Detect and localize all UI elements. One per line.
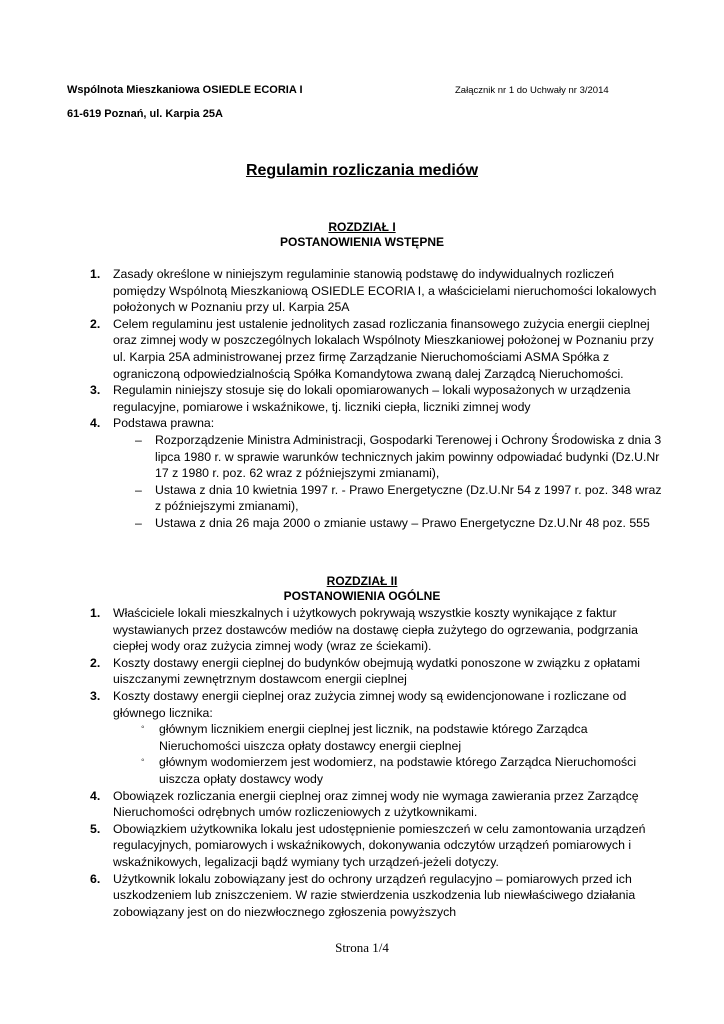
chapter-2-heading bbox=[0, 574, 724, 604]
legal-basis-text: Rozporządzenie Ministra Administracji, Gospodarki Terenowej i Ochrony Środowiska z dnia 3 lipca 1980 r. w sprawie warunków technicznych jakim powinny odpowiadać budynki (Dz.U.Nr 17 z 1980 r. poz. 62 wraz z późniejszymi zmianami), bbox=[155, 432, 662, 481]
item-number: 4. bbox=[90, 788, 101, 803]
chapter-1-number: ROZDZIAŁ I bbox=[328, 220, 396, 234]
item-number: 2. bbox=[90, 655, 101, 670]
item-number: 1. bbox=[90, 267, 101, 281]
list-item bbox=[0, 688, 724, 788]
legal-basis-text: Ustawa z dnia 10 kwietnia 1997 r. - Prawo Energetyczne (Dz.U.Nr 54 z 1997 r. poz. 348 wraz z późniejszymi zmianami), bbox=[155, 482, 662, 514]
circle-marker: ◦ bbox=[141, 755, 145, 767]
circle-marker: ◦ bbox=[141, 722, 145, 734]
item-text: Podstawa prawna: bbox=[113, 416, 215, 431]
item-text: Koszty dostawy energii cieplnej do budynków obejmują wydatki ponoszone w związku z opłatami uiszczanymi zewnętrznym dostawcom energii cieplnej bbox=[113, 655, 640, 687]
organization-name: Wspólnota Mieszkaniowa OSIEDLE ECORIA I bbox=[67, 84, 303, 96]
item-number: 6. bbox=[90, 871, 101, 886]
list-item bbox=[0, 382, 724, 415]
list-item bbox=[0, 871, 724, 921]
meter-text: głównym licznikiem energii cieplnej jest licznik, na podstawie którego Zarządca Nieruchomości uiszcza opłaty dostawcy energii cieplnej bbox=[159, 722, 588, 753]
meter-list bbox=[113, 721, 664, 787]
legal-basis-text: Ustawa z dnia 26 maja 2000 o zmianie ustawy – Prawo Energetyczne Dz.U.Nr 48 poz. 555 bbox=[155, 515, 650, 530]
item-text: Obowiązek rozliczania energii cieplnej oraz zimnej wody nie wymaga zawierania przez Zarządcę Nieruchomości odrębnych umów rozliczeniowych z użytkownikami. bbox=[113, 788, 639, 820]
legal-basis-item bbox=[113, 515, 664, 532]
list-item bbox=[0, 655, 724, 688]
legal-basis-list bbox=[113, 432, 664, 532]
dash-marker: – bbox=[135, 515, 142, 530]
item-number: 4. bbox=[90, 416, 101, 431]
legal-basis-item bbox=[113, 432, 664, 482]
item-text: Obowiązkiem użytkownika lokalu jest udostępnienie pomieszczeń w celu zamontowania urządzeń regulacyjnych, pomiarowych i wskaźnikowych, dokonywania odczytów urządzeń pomiarowych i wskaźnikowych, legalizacji bądź wymiany tych urządzeń-jeżeli dotyczy. bbox=[113, 821, 646, 869]
page-number: Strona 1/4 bbox=[335, 940, 389, 955]
list-item bbox=[0, 415, 724, 531]
attachment-note: Załącznik nr 1 do Uchwały nr 3/2014 bbox=[455, 85, 609, 96]
meter-item bbox=[113, 721, 664, 754]
chapter-2-list bbox=[0, 605, 724, 920]
list-item bbox=[0, 821, 724, 871]
chapter-2-title: POSTANOWIENIA OGÓLNE bbox=[283, 589, 441, 603]
item-text: Koszty dostawy energii cieplnej oraz zużycia zimnej wody są ewidencjonowane i rozliczane od głównego licznika: bbox=[113, 688, 627, 720]
meter-text: głównym wodomierzem jest wodomierz, na podstawie którego Zarządca Nieruchomości uiszcza opłaty dostawcy wody bbox=[159, 755, 637, 786]
chapter-2-number: ROZDZIAŁ II bbox=[326, 574, 398, 588]
list-item bbox=[0, 788, 724, 821]
item-number: 5. bbox=[90, 821, 101, 836]
legal-basis-item bbox=[113, 482, 664, 515]
dash-marker: – bbox=[135, 432, 142, 447]
item-number: 2. bbox=[90, 316, 101, 331]
item-text: Właściciele lokali mieszkalnych i użytkowych pokrywają wszystkie koszty wynikające z faktur wystawianych przez dostawców mediów na dostawę ciepła zużytego do ogrzewania, podgrzania ciepłej wody oraz zużycia zimnej wody (wraz ze ściekami). bbox=[113, 606, 638, 654]
chapter-1-heading bbox=[0, 220, 724, 250]
item-number: 3. bbox=[90, 688, 101, 703]
item-number: 1. bbox=[90, 606, 101, 620]
list-item bbox=[0, 316, 724, 382]
list-item bbox=[0, 605, 724, 655]
organization-address: 61-619 Poznań, ul. Karpia 25A bbox=[67, 108, 223, 120]
item-text: Użytkownik lokalu zobowiązany jest do ochrony urządzeń regulacyjno – pomiarowych przed ich uszkodzeniem lub zniszczeniem. W razie stwierdzenia uszkodzenia lub niewłaściwego działania zobowiązany jest on do niezwłocznego zgłoszenia powyższych bbox=[113, 871, 636, 919]
dash-marker: – bbox=[135, 482, 142, 497]
item-text: Regulamin niniejszy stosuje się do lokali opomiarowanych – lokali wyposażonych w urządzenia regulacyjne, pomiarowe i wskaźnikowe, tj. liczniki ciepła, liczniki zimnej wody bbox=[113, 383, 631, 414]
chapter-1-list bbox=[0, 266, 724, 532]
item-text: Celem regulaminu jest ustalenie jednolitych zasad rozliczania finansowego zużycia energii cieplnej oraz zimnej wody w poszczególnych lokalach Wspólnoty Mieszkaniowej położonej w Poznaniu przy ul. Karpia 25A administrowanej przez firmę Zarządzanie Nieruchomościami ASMA Spółka z ograniczoną odpowiedzialnością Spółka Komandytowa zwaną dalej Zarządcą Nieruchomości. bbox=[113, 316, 654, 381]
document-title: Regulamin rozliczania mediów bbox=[245, 162, 479, 179]
meter-item bbox=[113, 754, 664, 787]
list-item bbox=[0, 266, 724, 316]
item-text: Zasady określone w niniejszym regulaminie stanowią podstawę do indywidualnych rozliczeń pomiędzy Wspólnotą Mieszkaniową OSIEDLE ECORIA I, a właścicielami nieruchomości lokalowych położonych w Poznaniu przy ul. Karpia 25A bbox=[113, 267, 657, 315]
item-number: 3. bbox=[90, 383, 101, 398]
chapter-1-title: POSTANOWIENIA WSTĘPNE bbox=[279, 235, 444, 249]
